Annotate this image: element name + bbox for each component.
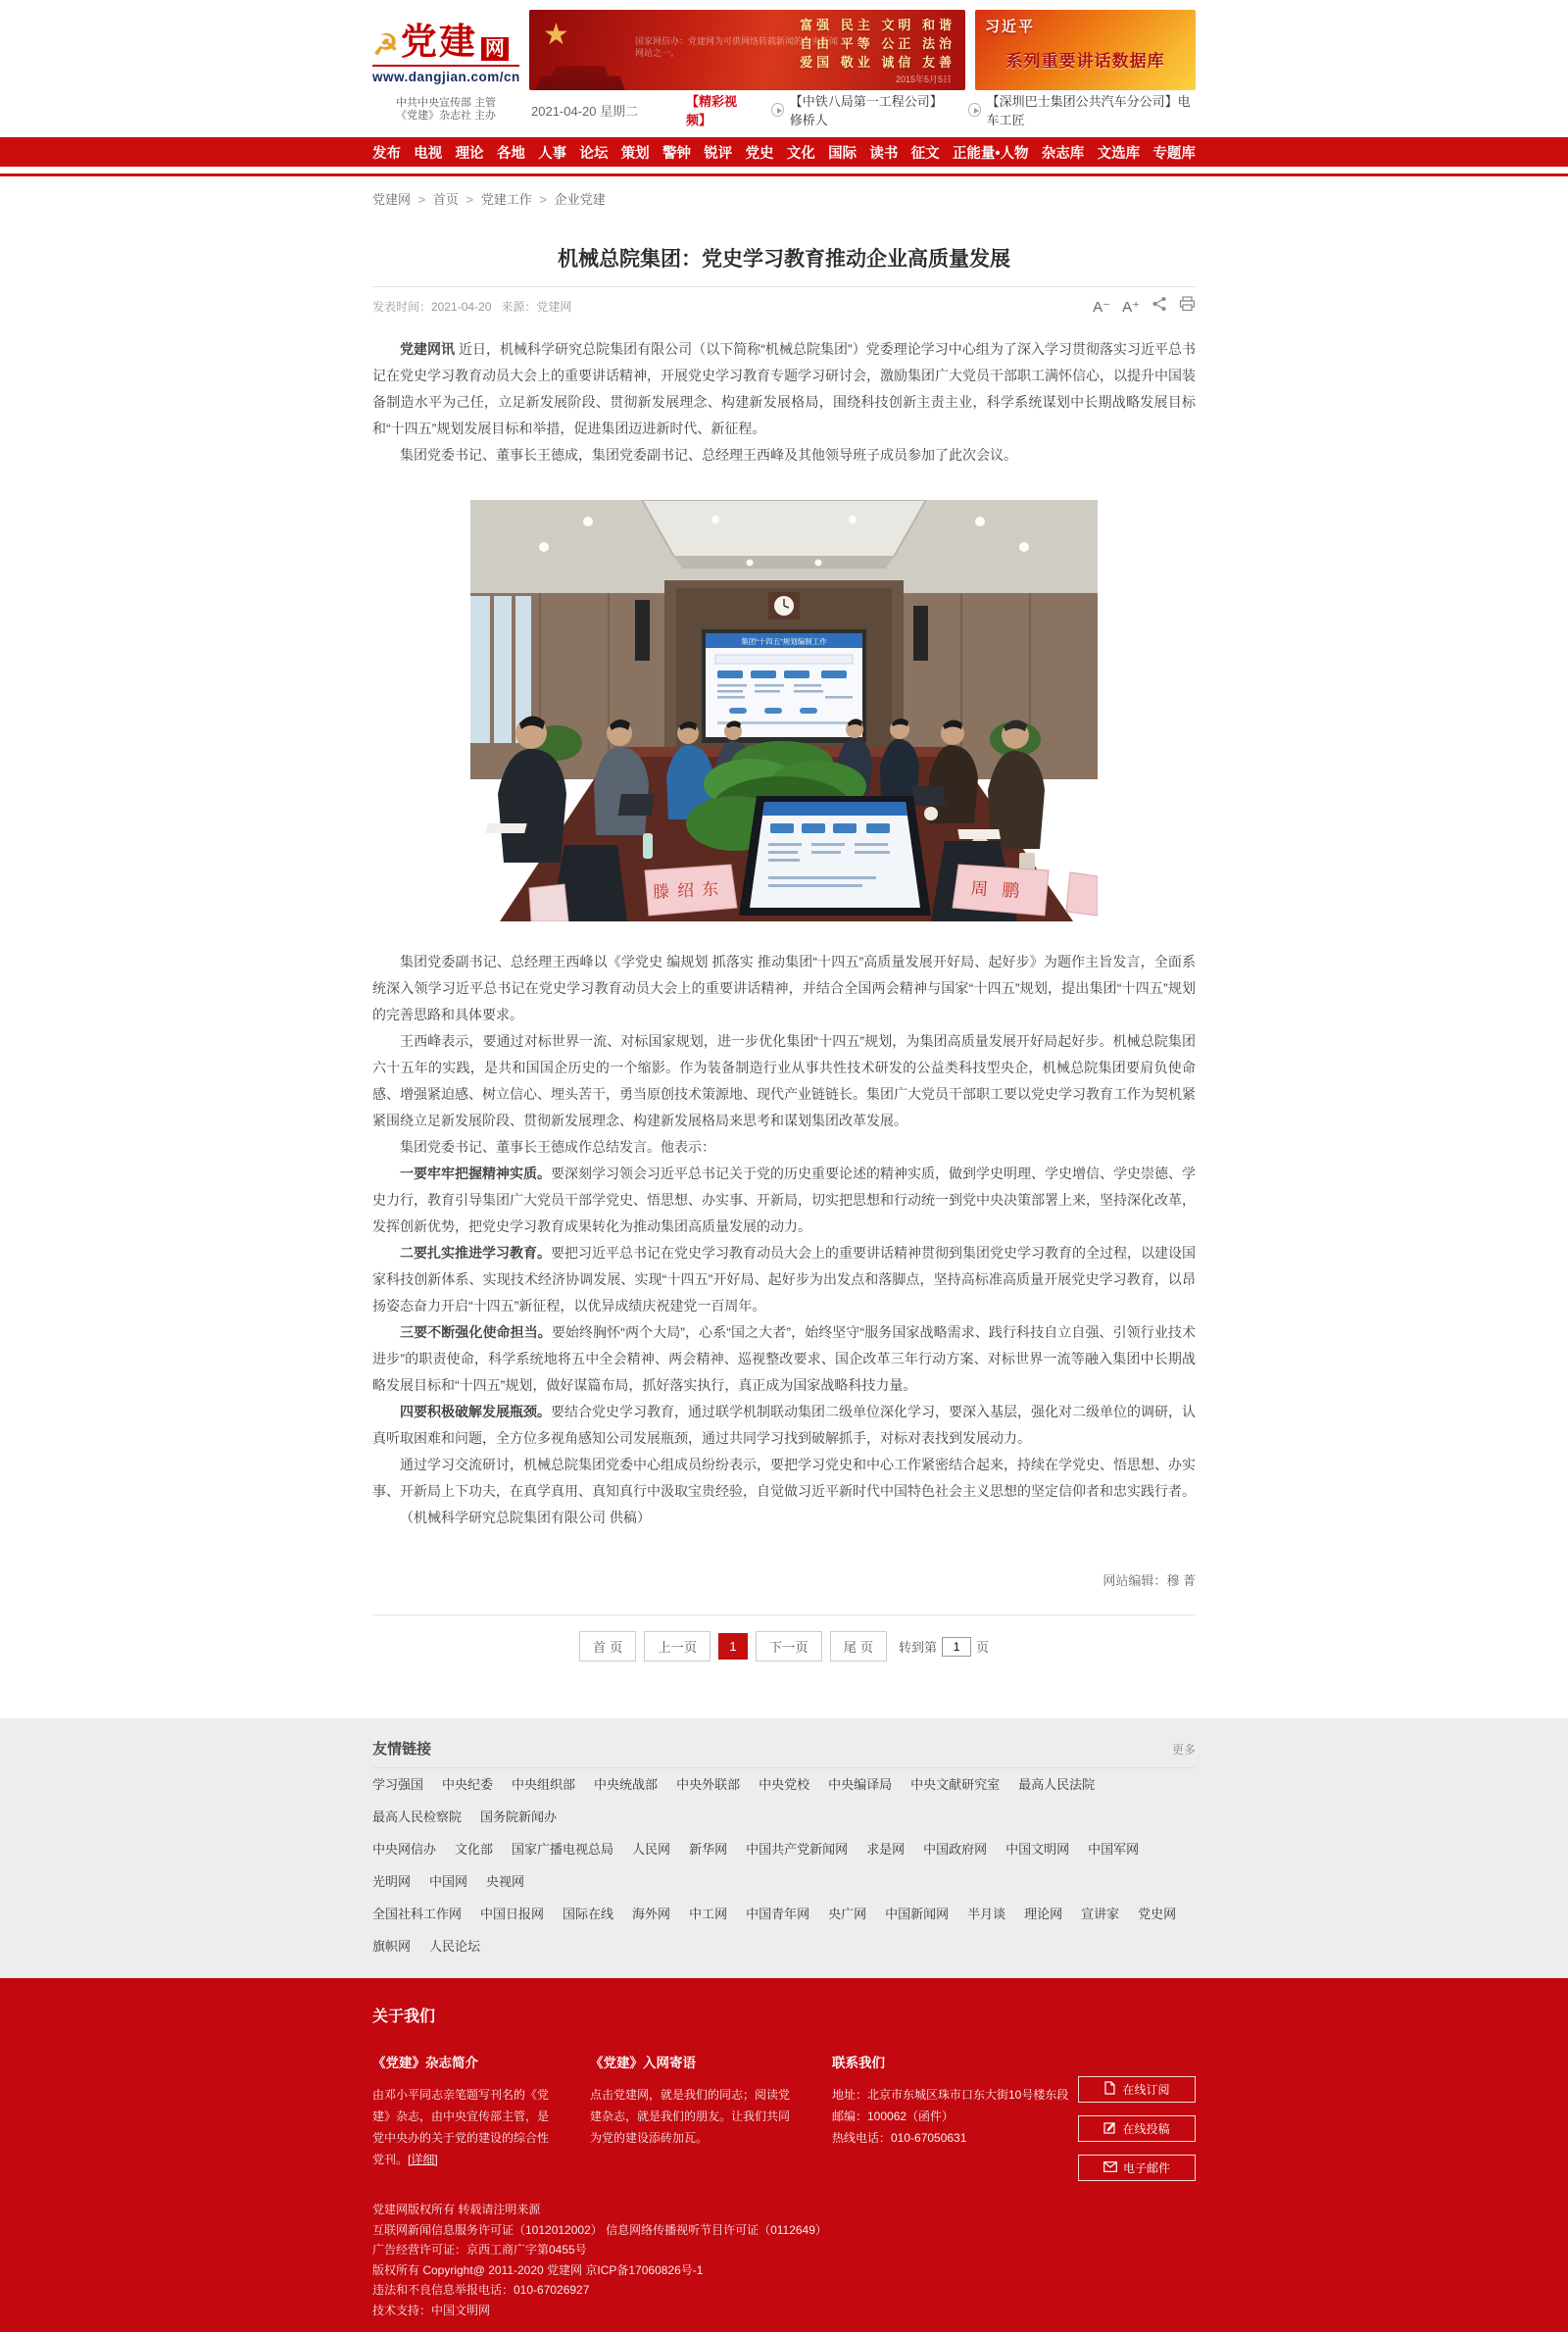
paragraph-text: 要把习近平总书记在党史学习教育动员大会上的重要讲话精神贯彻到集团党史学习教育的全过程，以建设国家科技创新体系、实现技术经济协调发展、实现“十四五”开好局、起好步为出发点和落脚点，坚持高标准高质量开展党史学习教育，以昂扬姿态奋力开启“十四五”新征程，以优异成绩庆祝建党一百周年。 [372,1245,1196,1314]
friend-link[interactable]: 中国政府网 [923,1842,988,1857]
article-paragraph [372,1319,1196,1399]
pagination-divider [372,1614,1196,1615]
friend-links-section [0,1718,1568,1978]
online-subscribe-button[interactable]: 在线订阅 [1078,2076,1196,2103]
logo-name: 党建 [400,23,477,63]
about-us-title: 关于我们 [372,2009,436,2025]
friend-link[interactable]: 旗帜网 [372,1939,412,1954]
pagination [372,1631,1196,1662]
friend-link[interactable]: 中国共产党新闻网 [746,1842,849,1857]
video-headline-1[interactable]: 【中铁八局第一工程公司】修桥人 [789,94,943,127]
values-line-1: 富强 民主 文明 和谐 [800,18,956,32]
friend-link[interactable]: 中央编译局 [828,1777,893,1792]
font-smaller-button[interactable]: A⁻ [1093,298,1111,316]
party-emblem-icon: ☭ [372,29,399,62]
site-header [0,0,1568,127]
font-larger-button[interactable]: A⁺ [1122,298,1140,316]
friend-link[interactable]: 宣讲家 [1081,1907,1120,1921]
friend-link[interactable]: 中央纪委 [442,1777,494,1792]
prev-page-button[interactable]: 上一页 [644,1631,710,1662]
friend-link[interactable]: 央视网 [486,1874,525,1889]
article-paragraph [372,1452,1196,1505]
edit-icon [1103,2120,1116,2137]
nav-item-dangshi[interactable]: 党史 [745,145,774,162]
friend-link[interactable]: 求是网 [866,1842,906,1857]
legal-line: 违法和不良信息举报电话：010-67026927 [372,2283,590,2297]
paragraph-text: 集团党委书记、董事长王德成，集团党委副书记、总经理王西峰及其他领导班子成员参加了此次会议。 [400,447,1017,463]
current-date: 2021-04-20 星期二 [531,103,639,119]
nav-item-zazhiku[interactable]: 杂志库 [1041,145,1085,162]
nav-item-jingzhong[interactable]: 警钟 [662,145,691,162]
friend-link[interactable]: 文化部 [455,1842,494,1857]
friend-link[interactable]: 最高人民法院 [1018,1777,1096,1792]
friend-link[interactable]: 国际在线 [563,1907,614,1921]
paragraph-lead: 二要扎实推进学习教育。 [400,1245,551,1261]
tiananmen-silhouette [533,63,627,90]
logo-divider [372,65,519,67]
nav-item-ruiping[interactable]: 锐评 [704,145,733,162]
detail-link[interactable]: [详细] [408,2153,438,2166]
nav-item-zhengwen[interactable]: 征文 [910,145,940,162]
legal-lines [372,2200,1196,2320]
friend-link[interactable]: 中国青年网 [746,1907,810,1921]
legal-line: 党建网版权所有 转载请注明来源 [372,2203,541,2216]
paragraph-text: 集团党委副书记、总经理王西峰以《学党史 编规划 抓落实 推动集团“十四五”高质量发展开好局、起好步》为题作主旨发言，全面系统深入领学习近平总书记在党史学习教育动员大会上的重要讲话精神，并结合全国两会精神与国家“十四五”规划，提出集团“十四五”规划的完善思路和具体要求。 [372,954,1196,1022]
paragraph-lead: 党建网讯 [400,341,456,357]
play-icon[interactable] [771,103,783,117]
screen-caption: 集团“十四五”规划编制工作 [741,637,827,646]
paragraph-text: 集团党委书记、董事长王德成作总结发言。他表示： [400,1139,715,1155]
friend-links-title: 友情链接 [372,1741,432,1758]
goto-label-prefix: 转到第 [899,1640,938,1655]
footer-site-message: 《党建》入网寄语 点击党建网，就是我们的同志；阅读党建杂志，就是我们的朋友。让我们共同为党的建设添砖加瓦。 [590,2056,791,2145]
breadcrumb: 党建网 > 首页 > 党建工作 > 企业党建 [372,192,606,207]
title-divider [372,286,1196,287]
article-paragraph [372,1134,1196,1161]
article-paragraph [372,442,1196,469]
nav-item-gedi[interactable]: 各地 [496,145,525,162]
nav-item-wenhua[interactable]: 文化 [786,145,815,162]
friend-link[interactable]: 央广网 [828,1907,867,1921]
paragraph-lead: 四要积极破解发展瓶颈。 [400,1404,551,1419]
banner-date: 2015年5月5日 [895,74,952,84]
values-line-2: 自由 平等 公正 法治 [800,36,956,51]
breadcrumb-section[interactable]: 党建工作 [480,192,532,207]
legal-line: 广告经营许可证：京西工商广字第0455号 [372,2243,587,2257]
paragraph-text: 要始终胸怀“两个大局”，心系“国之大者”，始终坚守“服务国家战略需求、践行科技自立自强、引领行业技术进步”的职责使命，科学系统地将五中全会精神、两会精神、巡视整改要求、国企改革三年行动方案、对标世界一流等融入集团中长期战略发展目标和“十四五”规划，做好谋篇布局，抓好落实执行，真正成为国家战略科技力量。 [372,1324,1196,1393]
contact-hotline: 热线电话：010-67050631 [832,2131,967,2145]
paragraph-text: 近日，机械科学研究总院集团有限公司（以下简称“机械总院集团”）党委理论学习中心组为了深入学习贯彻落实习近平总书记在党史学习教育动员大会上的重要讲话精神，开展党史学习教育专题学习研讨会，激励集团广大党员干部职工满怀信心，以提升中国装备制造水平为己任，立足新发展阶段、贯彻新发展理念、构建新发展格局，围绕科技创新主责主业，科学系统谋划中长期战略发展目标和“十四五”规划发展目标和举措，促进集团迈进新时代、新征程。 [372,341,1197,436]
nav-item-zhengnengliang[interactable]: 正能量•人物 [952,145,1029,162]
paragraph-lead: 一要牢牢把握精神实质。 [400,1166,551,1181]
friend-link[interactable]: 中央党校 [759,1777,810,1792]
friend-link[interactable]: 人民论坛 [429,1939,481,1954]
friend-link[interactable]: 光明网 [372,1874,412,1889]
video-section-label[interactable]: 【精彩视频】 [686,94,738,127]
nav-item-fabu[interactable]: 发布 [372,145,401,162]
breadcrumb-current[interactable]: 企业党建 [554,192,606,207]
publish-time: 发表时间：2021-04-20 [372,300,492,314]
nav-item-dushu[interactable]: 读书 [869,145,899,162]
article-paragraph [372,1028,1196,1134]
footer-contact: 联系我们 地址：北京市东城区珠市口东大街10号楼东段 邮编：100062（函件） 热线电话：010-67050631 [832,2052,1106,2170]
nav-item-lilun[interactable]: 理论 [455,145,484,162]
friend-link[interactable]: 海外网 [632,1907,671,1921]
friend-link[interactable]: 国务院新闻办 [480,1810,558,1824]
meeting-room-illustration [470,500,1098,921]
nav-item-cehua[interactable]: 策划 [620,145,650,162]
friend-link[interactable]: 中央文献研究室 [910,1777,1001,1792]
play-icon[interactable] [968,103,980,117]
meeting-photo [470,500,1098,921]
site-footer [0,1978,1568,2332]
friend-links-row [372,1768,1196,1833]
red-divider [0,174,1568,176]
goto-label-suffix: 页 [976,1640,990,1655]
mail-icon [1103,2161,1117,2175]
friend-link[interactable]: 中工网 [689,1907,728,1921]
editor-line: 网站编辑：穆 菁 [1102,1573,1196,1588]
friend-link[interactable]: 党史网 [1138,1907,1177,1921]
paragraph-text: （机械科学研究总院集团有限公司 供稿） [400,1510,651,1525]
current-page-button[interactable]: 1 [718,1633,747,1660]
editor-name: 穆 菁 [1166,1573,1196,1588]
video-headline-2[interactable]: 【深圳巴士集团公共汽车分公司】电车工匠 [986,94,1191,127]
friend-links-row [372,1833,1196,1898]
more-link[interactable]: 更多 [1171,1743,1196,1757]
goto-page-input[interactable] [942,1637,971,1657]
footer-magazine-intro: 《党建》杂志简介 由邓小平同志亲笔题写刊名的《党建》杂志，由中央宣传部主管，是党中央办的关于党的建设的综合性党刊。[详细] [372,2056,550,2166]
nav-item-dianshi[interactable]: 电视 [414,145,443,162]
friend-link[interactable]: 国家广播电视总局 [512,1842,614,1857]
banner-xi-name: 习近平 [985,19,1036,35]
share-icon[interactable] [1152,296,1167,317]
values-line-3: 爱国 敬业 诚信 友善 [800,55,956,70]
nav-item-zhuantiku[interactable]: 专题库 [1152,145,1196,162]
friend-link[interactable]: 中央统战部 [594,1777,659,1792]
legal-line: 互联网新闻信息服务许可证（1012012002） 信息网络传播视听节目许可证（0112649） [372,2222,827,2237]
friend-link[interactable]: 全国社科工作网 [372,1907,463,1921]
article-body [372,336,1196,1531]
first-page-button[interactable]: 首 页 [579,1631,636,1662]
article-source: 来源：党建网 [501,300,572,314]
nav-item-luntan[interactable]: 论坛 [579,145,609,162]
friend-link[interactable]: 中国日报网 [480,1907,545,1921]
article-paragraph [372,1505,1196,1531]
last-page-button[interactable]: 尾 页 [830,1631,887,1662]
logo-suffix: 网 [481,37,509,61]
nav-item-renshi[interactable]: 人事 [538,145,567,162]
next-page-button[interactable]: 下一页 [756,1631,822,1662]
friend-link[interactable]: 中央网信办 [372,1842,437,1857]
article-meta [372,298,571,315]
online-submit-button[interactable]: 在线投稿 [1078,2115,1196,2142]
article [372,243,1196,1718]
article-paragraph [372,949,1196,1028]
article-paragraph [372,1161,1196,1240]
paragraph-text: 要深刻学习领会习近平总书记关于党的历史重要论述的精神实质，做到学史明理、学史增信、学史崇德、学史力行，教育引导集团广大党员干部学党史、悟思想、办实事、开新局，切实把思想和行动统一到党中央决策部署上来，坚持深化改革，发挥创新优势，把党史学习教育成果转化为推动集团高质量发展的动力。 [372,1166,1196,1234]
print-icon[interactable] [1179,296,1196,317]
friend-link[interactable]: 中国新闻网 [885,1907,950,1921]
site-logo[interactable] [372,10,519,84]
friend-link[interactable]: 最高人民检察院 [372,1810,463,1824]
nav-item-wenxuanku[interactable]: 文选库 [1097,145,1141,162]
breadcrumb-site[interactable]: 党建网 [372,192,412,207]
paragraph-text: 通过学习交流研讨，机械总院集团党委中心组成员纷纷表示，要把学习党史和中心工作紧密结合起来，持续在学党史、悟思想、办实事、开新局上下功夫，在真学真用、真知真行中汲取宝贵经验，自觉做习近平新时代中国特色社会主义思想的坚定信仰者和忠实践行者。 [372,1457,1196,1499]
breadcrumb-home[interactable]: 首页 [432,192,459,207]
core-values-banner[interactable] [529,10,965,90]
name-card-left: 滕绍东 [652,879,727,902]
friend-link[interactable]: 中国网 [429,1874,468,1889]
friend-link[interactable]: 中国军网 [1088,1842,1140,1857]
friend-link[interactable]: 半月谈 [967,1907,1006,1921]
friend-link[interactable]: 学习强国 [372,1777,424,1792]
friend-links-row [372,1898,1196,1962]
legal-line: 版权所有 Copyright@ 2011-2020 党建网 京ICP备17060826号-1 [372,2262,704,2277]
publisher-info: 中共中央宣传部 主管 《党建》杂志社 主办 [395,97,497,122]
star-icon: ★ [543,19,569,51]
paragraph-text: 要结合党史学习教育，通过联学机制联动集团二级单位深化学习，要深入基层，强化对二级单位的调研，认真听取困难和问题，全方位多视角感知公司发展瓶颈，通过共同学习找到破解抓手，对标对表找到发展动力。 [372,1404,1196,1446]
friend-link[interactable]: 中央外联部 [676,1777,741,1792]
main-nav [0,137,1568,167]
friend-link[interactable]: 理论网 [1024,1907,1063,1921]
nav-item-guoji[interactable]: 国际 [828,145,858,162]
article-paragraph [372,1240,1196,1319]
document-icon [1103,2081,1116,2098]
paragraph-text: 王西峰表示，要通过对标世界一流、对标国家规划，进一步优化集团“十四五”规划，为集团高质量发展开好局起好步。机械总院集团六十五年的实践，是共和国国企历史的一个缩影。作为装备制造行业从事共性技术研发的公益类科技型央企，机械总院集团要肩负使命感、增强紧迫感、树立信心、埋头苦干，勇当原创技术策源地、现代产业链链长。集团广大党员干部职工要以党史学习教育工作为契机紧紧围绕立足新发展阶段、贯彻新发展理念、构建新发展格局来思考和谋划集团改革发展。 [372,1033,1196,1128]
article-paragraph [372,1399,1196,1452]
site-url: www.dangjian.com/cn [372,70,520,84]
banner-note: 国家网信办：党建网为可供网络转载新闻的中央新闻网站之一。 [635,36,839,58]
contact-postcode: 邮编：100062（函件） [832,2109,955,2123]
banner-xi-title: 系列重要讲话数据库 [1005,52,1165,71]
friend-link[interactable]: 中国文明网 [1005,1842,1070,1857]
article-paragraph [372,336,1196,442]
name-card-right: 周鹏 [969,878,1034,902]
friend-link[interactable]: 中央组织部 [512,1777,576,1792]
email-button[interactable]: 电子邮件 [1078,2155,1196,2181]
xi-speeches-banner[interactable] [975,10,1196,90]
paragraph-lead: 三要不断强化使命担当。 [400,1324,552,1340]
friend-link[interactable]: 新华网 [689,1842,728,1857]
friend-link[interactable]: 人民网 [632,1842,671,1857]
contact-address: 地址：北京市东城区珠市口东大街10号楼东段 [832,2088,1069,2102]
page-title: 机械总院集团：党史学习教育推动企业高质量发展 [558,248,1010,271]
legal-line: 技术支持：中国文明网 [372,2303,491,2317]
